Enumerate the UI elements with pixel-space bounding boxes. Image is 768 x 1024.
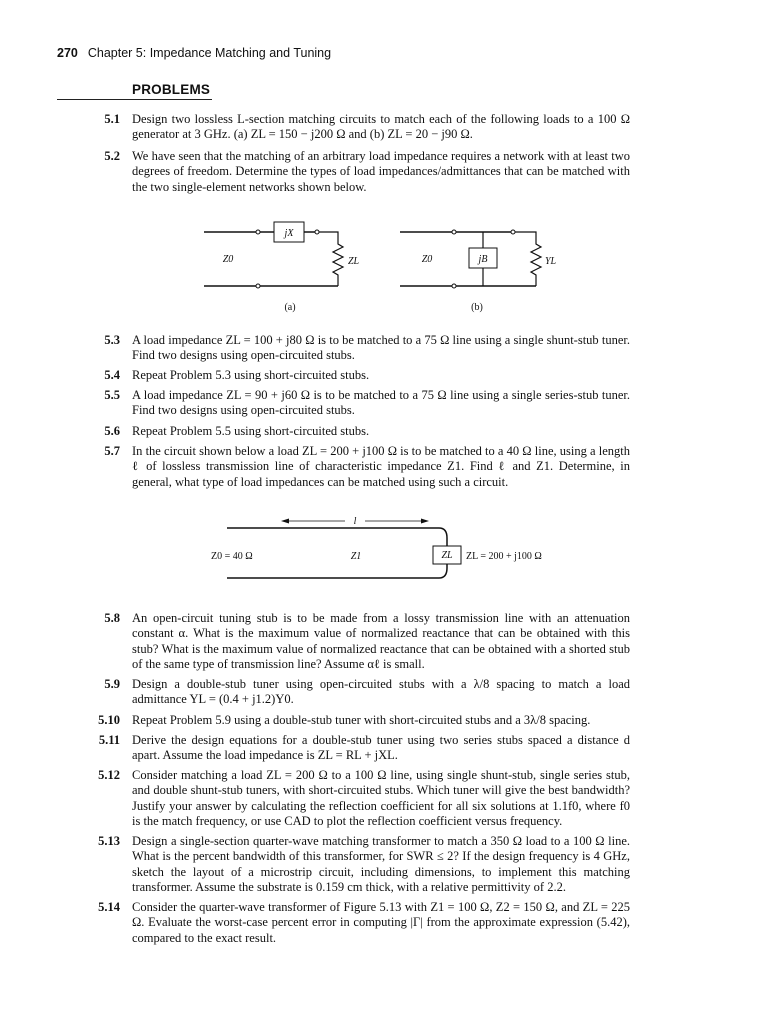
- page-header: [57, 46, 331, 60]
- problem-number: 5.14: [98, 900, 120, 914]
- problem-5-9: [90, 677, 630, 708]
- problem-number: 5.6: [104, 424, 120, 438]
- problem-5-10: [90, 713, 630, 728]
- problem-5-12: [90, 768, 630, 829]
- load-value-label: ZL = 200 + j100 Ω: [466, 551, 542, 562]
- element-jx-label: jX: [284, 228, 294, 239]
- problem-5-7: [90, 444, 630, 490]
- problem-5-1: [90, 112, 630, 143]
- load-box-label: ZL: [441, 550, 453, 561]
- problem-number: 5.4: [104, 368, 120, 382]
- circuit-a: [204, 222, 360, 313]
- page-number: 270: [57, 46, 78, 60]
- problem-text: Consider the quarter-wave transformer of Figure 5.13 with Z1 = 100 Ω, Z2 = 150 Ω, and ZL = 225 Ω. Evaluate the worst-case percent error in computing |Γ| from the approximate expression (5.42), compared to the exact result.: [132, 900, 630, 945]
- figure-5-7: [205, 512, 585, 582]
- problem-number: 5.3: [104, 333, 120, 347]
- problem-text: Repeat Problem 5.3 using short-circuited stubs.: [132, 368, 370, 382]
- problem-text: Design a double-stub tuner using open-circuited stubs with a λ/8 spacing to match a load admittance YL = (0.4 + j1.2)Y0.: [132, 677, 630, 707]
- problem-text: We have seen that the matching of an arbitrary load impedance requires a network with at least two degrees of freedom. Determine the types of load impedances/admittances that can be matched with the two single-element networks shown below.: [132, 149, 630, 194]
- problem-5-5: [90, 388, 630, 419]
- problem-5-6: [90, 424, 630, 439]
- problem-5-8: [90, 611, 630, 672]
- problem-text: Design a single-section quarter-wave matching transformer to match a 350 Ω load to a 100 Ω line. What is the percent bandwidth of this transformer, for SWR ≤ 2? If the design frequency is 4 GHz, sketch the layout of a microstrip circuit, including dimensions, to implement this matching transformer. Assume the substrate is 0.159 cm thick, with a relative permittivity of 2.2.: [132, 834, 630, 894]
- load-yl-label: YL: [545, 256, 557, 267]
- problem-number: 5.11: [98, 733, 120, 747]
- z1-label: Z1: [350, 551, 362, 562]
- problem-number: 5.2: [104, 149, 120, 163]
- problem-5-11: [90, 733, 630, 764]
- problem-text: Consider matching a load ZL = 200 Ω to a 100 Ω line, using single shunt-stub, single series stub, and double shunt-stub tuners, with short-circuited stubs. Which tuner will give the best bandwidth? Justify your answer by calculating the reflection coefficient for all six solutions at 1.1f0, where f0 is the match frequency, or use CAD to plot the reflection coefficient versus frequency.: [132, 768, 630, 828]
- figure-5-2: [200, 214, 570, 320]
- problem-text: In the circuit shown below a load ZL = 200 + j100 Ω is to be matched to a 40 Ω line, using a length ℓ of lossless transmission line of characteristic impedance Z1. Find ℓ and Z1. Determine, in general, what type of load impedances can be matched using such a circuit.: [132, 444, 630, 489]
- section-rule: [57, 99, 212, 100]
- problem-number: 5.1: [104, 112, 120, 126]
- problem-number: 5.7: [104, 444, 120, 458]
- problem-5-2: [90, 149, 630, 195]
- problem-number: 5.10: [98, 713, 120, 727]
- problem-text: An open-circuit tuning stub is to be made from a lossy transmission line with an attenuation constant α. What is the maximum value of normalized reactance that can be obtained with this stub? What is the maximum value of normalized reactance that can be obtained with a shorted stub of the same type of transmission line? Assume αℓ is small.: [132, 611, 630, 671]
- problem-5-4: [90, 368, 630, 383]
- problem-number: 5.9: [104, 677, 120, 691]
- load-zl-label: ZL: [348, 256, 360, 267]
- length-label: l: [353, 516, 357, 527]
- problem-text: A load impedance ZL = 100 + j80 Ω is to be matched to a 75 Ω line using a single shunt-stub tuner. Find two designs using open-circuited stubs.: [132, 333, 630, 363]
- problem-number: 5.8: [104, 611, 120, 625]
- problem-5-14: [90, 900, 630, 946]
- problem-5-13: [90, 834, 630, 895]
- problem-text: Derive the design equations for a double-stub tuner using two series stubs spaced a distance d apart. Assume the load impedance is ZL = RL + jXL.: [132, 733, 630, 763]
- caption-a: (a): [284, 302, 296, 313]
- problem-text: Repeat Problem 5.9 using a double-stub tuner with short-circuited stubs and a 3λ/8 spacing.: [132, 713, 591, 727]
- problem-number: 5.5: [104, 388, 120, 402]
- problem-5-3: [90, 333, 630, 364]
- z0-label-b: Z0: [421, 254, 433, 265]
- problem-number: 5.12: [98, 768, 120, 782]
- problem-text: A load impedance ZL = 90 + j60 Ω is to be matched to a 75 Ω line using a single series-stub tuner. Find two designs using open-circuited stubs.: [132, 388, 630, 418]
- caption-b: (b): [471, 302, 483, 313]
- z0-label: Z0 = 40 Ω: [211, 551, 253, 562]
- problem-text: Repeat Problem 5.5 using short-circuited stubs.: [132, 424, 370, 438]
- circuit-b: [400, 230, 557, 313]
- problem-text: Design two lossless L-section matching circuits to match each of the following loads to a 100 Ω generator at 3 GHz. (a) ZL = 150 − j200 Ω and (b) ZL = 20 − j90 Ω.: [132, 112, 630, 142]
- z0-label-a: Z0: [222, 254, 234, 265]
- chapter-title: Chapter 5: Impedance Matching and Tuning: [87, 46, 332, 60]
- element-jb-label: jB: [478, 254, 488, 265]
- problem-number: 5.13: [98, 834, 120, 848]
- section-title: PROBLEMS: [132, 82, 211, 97]
